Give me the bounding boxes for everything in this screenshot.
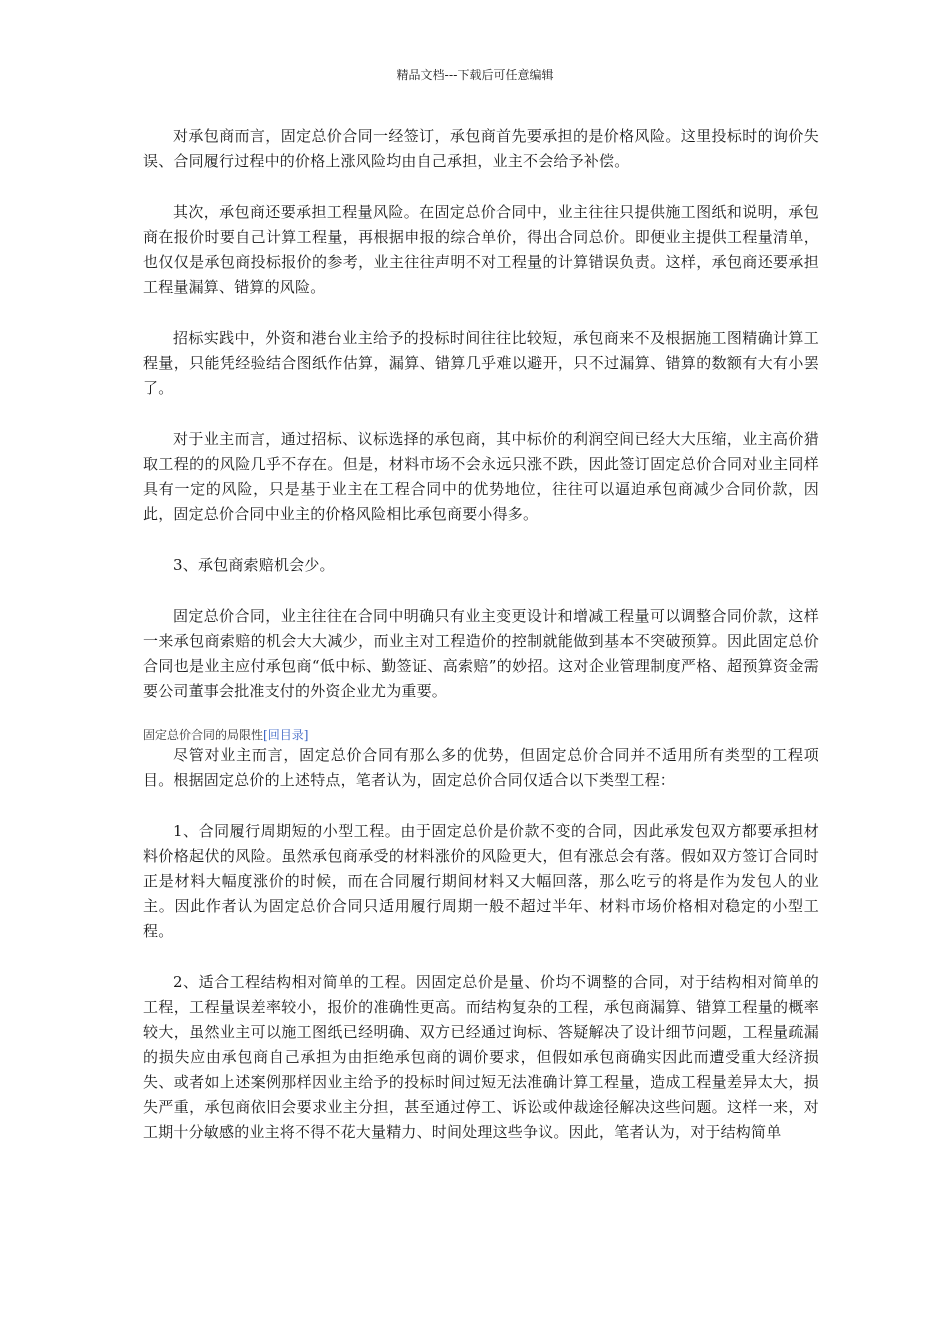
page-header: 精品文档---下载后可任意编辑	[396, 68, 554, 82]
list-item-heading: 3、承包商索赔机会少。	[173, 556, 335, 574]
paragraph: 1、合同履行周期短的小型工程。由于固定总价是价款不变的合同，因此承发包双方都要承担材料价格起伏的风险。虽然承包商承受的材料涨价的风险更大，但有涨总会有落。假如双方签订合同时正是材料大幅度涨价的时候，而在合同履行期间材料又大幅回落，那么吃亏的将是作为发包人的业主。因此作者认为固定总价合同只适用履行周期一般不超过半年、材料市场价格相对稳定的小型工程。	[143, 822, 819, 940]
paragraph: 固定总价合同，业主往往在合同中明确只有业主变更设计和增减工程量可以调整合同价款，这样一来承包商索赔的机会大大减少，而业主对工程造价的控制就能做到基本不突破预算。因此固定总价合同也是业主应付承包商“低中标、勤签证、高索赔”的妙招。这对企业管理制度严格、超预算资金需要公司董事会批准支付的外资企业尤为重要。	[143, 607, 819, 700]
section-heading	[143, 727, 819, 743]
document-body	[143, 124, 819, 1171]
back-to-toc-link[interactable]: [回目录]	[263, 728, 309, 742]
section-heading-title: 固定总价合同的局限性	[143, 728, 264, 742]
paragraph: 2、适合工程结构相对简单的工程。因固定总价是量、价均不调整的合同，对于结构相对简单的工程，工程量误差率较小，报价的准确性更高。而结构复杂的工程，承包商漏算、错算工程量的概率较大，虽然业主可以施工图纸已经明确、双方已经通过询标、答疑解决了设计细节问题，工程量疏漏的损失应由承包商自己承担为由拒绝承包商的调价要求，但假如承包商确实因此而遭受重大经济损失、或者如上述案例那样因业主给予的投标时间过短无法准确计算工程量，造成工程量差异太大，损失严重，承包商依旧会要求业主分担，甚至通过停工、诉讼或仲裁途径解决这些问题。这样一来，对工期十分敏感的业主将不得不花大量精力、时间处理这些争议。因此，笔者认为，对于结构简单	[143, 973, 819, 1141]
paragraph: 对于业主而言，通过招标、议标选择的承包商，其中标价的利润空间已经大大压缩，业主高价猎取工程的的风险几乎不存在。但是，材料市场不会永远只涨不跌，因此签订固定总价合同对业主同样具有一定的风险，只是基于业主在工程合同中的优势地位，往往可以逼迫承包商减少合同价款，因此，固定总价合同中业主的价格风险相比承包商要小得多。	[143, 430, 819, 523]
paragraph: 对承包商而言，固定总价合同一经签订，承包商首先要承担的是价格风险。这里投标时的询价失误、合同履行过程中的价格上涨风险均由自己承担，业主不会给予补偿。	[143, 127, 819, 170]
paragraph: 招标实践中，外资和港台业主给予的投标时间往往比较短，承包商来不及根据施工图精确计算工程量，只能凭经验结合图纸作估算，漏算、错算几乎难以避开，只不过漏算、错算的数额有大有小罢了。	[143, 329, 819, 397]
paragraph: 尽管对业主而言，固定总价合同有那么多的优势，但固定总价合同并不适用所有类型的工程项目。根据固定总价的上述特点，笔者认为，固定总价合同仅适合以下类型工程：	[143, 746, 819, 789]
paragraph: 其次，承包商还要承担工程量风险。在固定总价合同中，业主往往只提供施工图纸和说明，承包商在报价时要自己计算工程量，再根据申报的综合单价，得出合同总价。即便业主提供工程量清单，也仅仅是承包商投标报价的参考，业主往往声明不对工程量的计算错误负责。这样，承包商还要承担工程量漏算、错算的风险。	[143, 203, 819, 296]
